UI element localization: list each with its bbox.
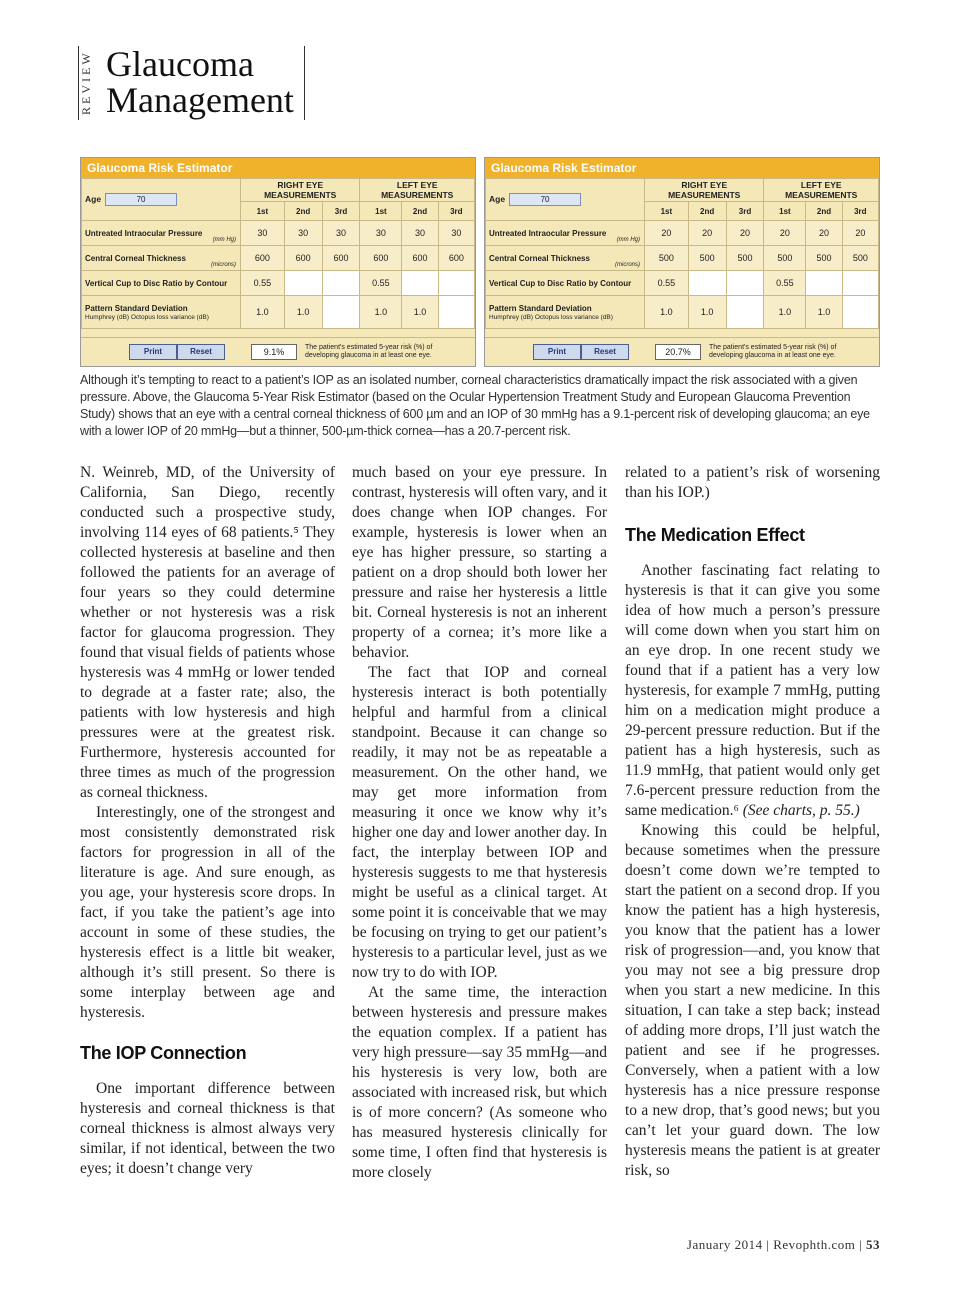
value-cell[interactable] — [842, 296, 878, 329]
paragraph: Interestingly, one of the strongest and most consistently demonstrated risk factors for progression in all of the literature is age. And sure enough, as you age, your hysteresis score drops. In fact, if you take the patient’s age into account in some of these studies, the hysteresis effect is a little bit weaker, although it’s still present. So there is some interplay between age and hysteresis. — [80, 804, 335, 1021]
risk-description: The patient's estimated 5-year risk (%) of developing glaucoma in at least one eye. — [709, 344, 837, 359]
measure-num: 1st — [645, 202, 689, 221]
risk-result: 20.7% — [655, 344, 701, 360]
value-cell[interactable]: 1.0 — [241, 296, 285, 329]
value-cell[interactable]: 20 — [726, 221, 764, 246]
row-label-psd: Pattern Standard Deviation Humphrey (dB) Octopus loss variance (dB) — [486, 296, 645, 329]
figure-caption: Although it’s tempting to react to a patient’s IOP as an isolated number, corneal characteristics dramatically impact the risk associated with a given pressure. Above, the Glaucoma 5-Year Risk Estimator (based on the Ocular Hypertension Treatment Study and European Glaucoma Prevention Study) shows that an eye with a central corneal thickness of 600 µm and an IOP of 30 mmHg has a 9.1-percent risk of developing glaucoma; an eye with a lower IOP of 20 mmHg—but a thinner, 500-µm-thick cornea—has a 20.7-percent risk. — [80, 373, 870, 438]
value-cell[interactable] — [322, 296, 360, 329]
right-eye-header: RIGHT EYE MEASUREMENTS — [241, 179, 360, 202]
value-cell[interactable]: 1.0 — [645, 296, 689, 329]
value-cell[interactable] — [688, 271, 726, 296]
row-label-iop: Untreated Intraocular Pressure (mm Hg) — [82, 221, 241, 246]
title-line-1: Glaucoma — [106, 44, 254, 84]
measure-num: 1st — [764, 202, 806, 221]
row-label-cct: Central Corneal Thickness (microns) — [82, 246, 241, 271]
age-cell: Age 70 — [486, 179, 645, 221]
value-cell[interactable]: 500 — [806, 246, 842, 271]
row-label-cct: Central Corneal Thickness (microns) — [486, 246, 645, 271]
measure-num: 3rd — [842, 202, 878, 221]
issue-date: January 2014 — [686, 1237, 763, 1252]
reset-button[interactable]: Reset — [581, 344, 629, 360]
value-cell[interactable]: 30 — [438, 221, 474, 246]
estimator-table — [81, 178, 475, 329]
estimator-title: Glaucoma Risk Estimator — [81, 158, 475, 178]
value-cell[interactable]: 0.55 — [241, 271, 285, 296]
value-cell[interactable]: 500 — [645, 246, 689, 271]
section-heading: The Medication Effect — [625, 525, 805, 545]
paragraph: The fact that IOP and corneal hysteresis interact is both potentially helpful and harmful from a clinical standpoint. Because it can change so readily, it may not be as repeatable a measurement. On the other hand, we may get more information from measuring it once we know why it’s higher one day and lower another day. In fact, the interplay between IOP and hysteresis suggests to me that hysteresis might be useful as a clinical target. At some point it is conceivable that we may be focusing on trying to get our patient’s hysteresis to a particular level, just as we now try to do with IOP. — [352, 664, 607, 981]
value-cell[interactable] — [726, 296, 764, 329]
print-button[interactable]: Print — [533, 344, 581, 360]
value-cell[interactable]: 600 — [360, 246, 402, 271]
value-cell[interactable]: 20 — [842, 221, 878, 246]
value-cell[interactable]: 30 — [360, 221, 402, 246]
paragraph: N. Weinreb, MD, of the University of California, San Diego, recently conducted such a prospective study, involving 114 eyes of 68 patients.⁵ They collected hysteresis at baseline and then followed the patients for an average of four years so they could determine whether or not hysteresis was a risk factor for glaucoma progression. They found that visual fields of patients whose hysteresis was 4 mmHg or lower tended to degrade at a faster rate; also, the patients with low hysteresis and high pressures were at the greatest risk. Furthermore, hysteresis accounted for three times as much of the progression as corneal thickness. — [80, 464, 335, 801]
value-cell[interactable]: 0.55 — [360, 271, 402, 296]
value-cell[interactable] — [438, 271, 474, 296]
age-cell: Age 70 — [82, 179, 241, 221]
value-cell[interactable]: 1.0 — [284, 296, 322, 329]
value-cell[interactable] — [726, 271, 764, 296]
paragraph: Knowing this could be helpful, because sometimes when the pressure doesn’t come down we’re tempted to start the patient on a second drop. If you know the patient has a high hysteresis, you know that the patient has a lower risk of progression—and, you know that you may not see a big pressure drop when you start a new medicine. In this situation, I can take a step back; instead of adding more drops, I’ll just watch the patient and see if he progresses. Conversely, when a patient with a low hysteresis has a nice pressure response to a new drop, that’s good news; but you can’t let your guard down. The low hysteresis means the patient is at greater risk, so — [625, 822, 880, 1179]
estimator-footer — [485, 337, 879, 366]
article-column-3 — [625, 463, 880, 1181]
page-number: 53 — [866, 1237, 880, 1252]
value-cell[interactable] — [284, 271, 322, 296]
value-cell[interactable] — [842, 271, 878, 296]
value-cell[interactable]: 600 — [284, 246, 322, 271]
risk-estimator-figure — [80, 157, 880, 367]
paragraph: related to a patient’s risk of worsening than his IOP.) — [625, 464, 880, 501]
title-line-2: Management — [106, 80, 294, 120]
value-cell[interactable]: 1.0 — [806, 296, 842, 329]
value-cell[interactable] — [806, 271, 842, 296]
value-cell[interactable]: 500 — [842, 246, 878, 271]
value-cell[interactable]: 20 — [645, 221, 689, 246]
website: Revophth.com — [773, 1237, 856, 1252]
value-cell[interactable] — [322, 271, 360, 296]
value-cell[interactable]: 600 — [241, 246, 285, 271]
estimator-title: Glaucoma Risk Estimator — [485, 158, 879, 178]
value-cell[interactable]: 30 — [284, 221, 322, 246]
row-label-iop: Untreated Intraocular Pressure (mm Hg) — [486, 221, 645, 246]
print-button[interactable]: Print — [129, 344, 177, 360]
value-cell[interactable]: 30 — [322, 221, 360, 246]
reset-button[interactable]: Reset — [177, 344, 225, 360]
measure-num: 3rd — [438, 202, 474, 221]
page-footer: January 2014 | Revophth.com | 53 — [686, 1237, 880, 1252]
measure-num: 2nd — [806, 202, 842, 221]
value-cell[interactable]: 30 — [241, 221, 285, 246]
value-cell[interactable]: 1.0 — [402, 296, 438, 329]
measure-num: 2nd — [402, 202, 438, 221]
measure-num: 1st — [241, 202, 285, 221]
left-eye-header: LEFT EYE MEASUREMENTS — [360, 179, 475, 202]
age-input[interactable]: 70 — [509, 193, 581, 206]
value-cell[interactable]: 1.0 — [688, 296, 726, 329]
value-cell[interactable]: 0.55 — [645, 271, 689, 296]
measure-num: 2nd — [688, 202, 726, 221]
value-cell[interactable]: 600 — [438, 246, 474, 271]
risk-result: 9.1% — [251, 344, 297, 360]
section-heading: The IOP Connection — [80, 1043, 247, 1063]
value-cell[interactable]: 20 — [764, 221, 806, 246]
estimator-table — [485, 178, 879, 329]
value-cell[interactable]: 1.0 — [764, 296, 806, 329]
measure-num: 3rd — [322, 202, 360, 221]
paragraph: much based on your eye pressure. In contrast, hysteresis will often vary, and it does change when IOP changes. For example, hysteresis is lower when an eye has higher pressure, so starting a patient on a drop should both lower her pressure and raise her hysteresis a little bit. Corneal hysteresis is not an inherent property of a cornea; it’s more like a behavior. — [352, 464, 607, 661]
row-label-cd-ratio: Vertical Cup to Disc Ratio by Contour — [486, 271, 645, 296]
value-cell[interactable] — [438, 296, 474, 329]
value-cell[interactable]: 30 — [402, 221, 438, 246]
measure-num: 1st — [360, 202, 402, 221]
right-eye-header: RIGHT EYE MEASUREMENTS — [645, 179, 764, 202]
value-cell[interactable]: 1.0 — [360, 296, 402, 329]
measure-num: 2nd — [284, 202, 322, 221]
value-cell[interactable] — [402, 271, 438, 296]
article-column-1 — [80, 463, 335, 1179]
estimator-footer — [81, 337, 475, 366]
paragraph: One important difference between hysteresis and corneal thickness is that corneal thickness is almost always very similar, if not identical, between the two eyes; it doesn’t change very — [80, 1080, 335, 1177]
article-column-2 — [352, 463, 607, 1183]
paragraph: Another fascinating fact relating to hysteresis is that it can give you some idea of how much a person’s pressure will come down when you start him on an eye drop. In one recent study we found that if a patient has a very low hysteresis, for example 7 mmHg, putting him on a medication might produce a 29-percent pressure reduction. But if the patient has a high hysteresis, such as 11.9 mmHg, that patient would only get 7.6-percent pressure reduction from the same medication.⁶ (See charts, p. 55.) — [625, 562, 880, 819]
value-cell[interactable]: 0.55 — [764, 271, 806, 296]
left-eye-header: LEFT EYE MEASUREMENTS — [764, 179, 879, 202]
page-header — [78, 46, 305, 120]
value-cell[interactable]: 600 — [402, 246, 438, 271]
value-cell[interactable]: 500 — [726, 246, 764, 271]
risk-description: The patient's estimated 5-year risk (%) of developing glaucoma in at least one eye. — [305, 344, 433, 359]
risk-estimator-left — [80, 157, 476, 367]
row-label-cd-ratio: Vertical Cup to Disc Ratio by Contour — [82, 271, 241, 296]
value-cell[interactable]: 500 — [688, 246, 726, 271]
chart-reference: (See charts, p. 55.) — [742, 802, 860, 819]
measure-num: 3rd — [726, 202, 764, 221]
value-cell[interactable]: 20 — [688, 221, 726, 246]
risk-estimator-right — [484, 157, 880, 367]
section-tag: REVIEW — [78, 46, 98, 120]
row-label-psd: Pattern Standard Deviation Humphrey (dB) Octopus loss variance (dB) — [82, 296, 241, 329]
value-cell[interactable]: 20 — [806, 221, 842, 246]
page-title — [98, 46, 305, 120]
value-cell[interactable]: 600 — [322, 246, 360, 271]
value-cell[interactable]: 500 — [764, 246, 806, 271]
age-input[interactable]: 70 — [105, 193, 177, 206]
paragraph: At the same time, the interaction between hysteresis and pressure makes the equation complex. If a patient has very high pressure—say 35 mmHg—and his hysteresis is very low, both are associated with increased risk, but which is of more concern? (As someone who has measured hysteresis clinically for some time, I often find that hysteresis is more closely — [352, 984, 607, 1181]
